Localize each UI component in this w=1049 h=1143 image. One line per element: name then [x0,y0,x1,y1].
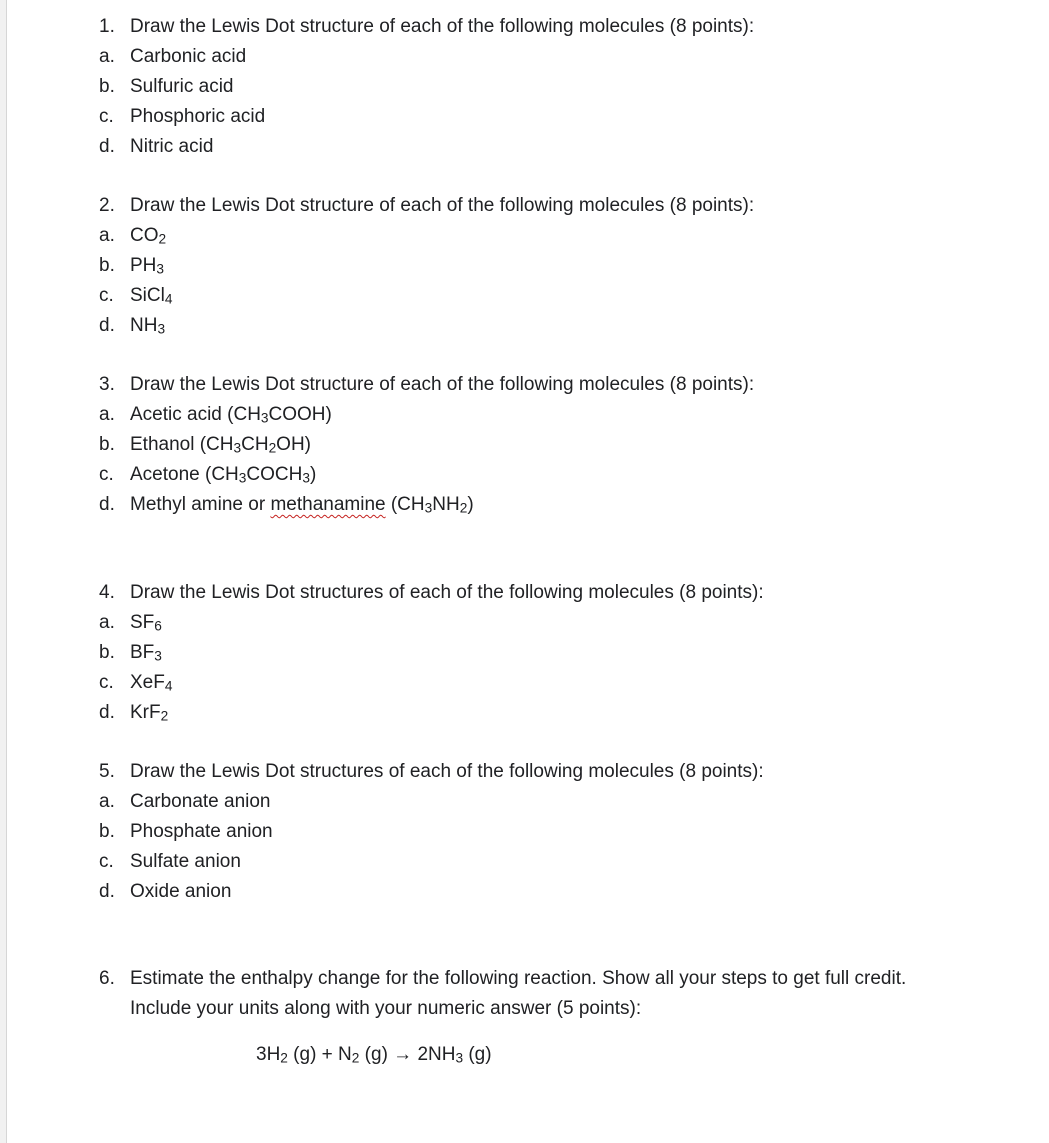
list-item [0,877,1049,907]
question-number: 2. [99,195,115,216]
question-number: 5. [99,761,115,782]
item-formula: $SF_6$ [130,612,162,634]
question-number: 3. [99,374,115,395]
item-text: Oxide anion [130,881,232,902]
item-letter: a. [99,46,115,67]
item-formula: Methyl amine or methanamine $(CH_3NH_2)$ [130,494,474,516]
item-formula: Ethanol $(CH_3CH_2OH)$ [130,434,311,456]
item-letter: b. [99,434,115,455]
item-text: Carbonic acid [130,46,247,67]
list-item [0,221,1049,251]
list-item [0,430,1049,460]
item-letter: c. [99,672,114,693]
item-letter: c. [99,464,114,485]
list-item [0,787,1049,817]
item-formula: Acetic acid $(CH_3COOH)$ [130,404,332,426]
question-prompt-continued: Include your units along with your numeric answer (5 points): [130,998,642,1019]
item-formula: $BF_3$ [130,642,162,664]
question-prompt: Estimate the enthalpy change for the following reaction. Show all your steps to get full credit. [130,968,907,989]
list-item [0,281,1049,311]
item-letter: b. [99,821,115,842]
question-5-prompt-line [0,757,1049,787]
item-formula: KrF$_2$ [130,702,169,724]
question-3 [0,370,1049,520]
item-letter: c. [99,106,114,127]
item-letter: d. [99,494,115,515]
item-formula: SiCl$_4$ [130,285,173,307]
list-item [0,460,1049,490]
question-number: 1. [99,16,115,37]
item-letter: d. [99,702,115,723]
question-3-prompt-line [0,370,1049,400]
question-4 [0,578,1049,728]
list-item [0,817,1049,847]
item-letter: a. [99,404,115,425]
reaction-equation: $3H_2$ $(g) + N_2$ $(g) \to 2NH_3$ (g) [256,1044,492,1066]
item-formula: XeF$_4$ [130,672,173,694]
question-1 [0,12,1049,162]
list-item [0,311,1049,341]
list-item [0,102,1049,132]
question-6-prompt-line [0,964,1049,994]
list-item [0,638,1049,668]
item-letter: c. [99,851,114,872]
item-letter: b. [99,642,115,663]
item-letter: b. [99,255,115,276]
question-prompt: Draw the Lewis Dot structures of each of the following molecules (8 points): [130,582,764,603]
list-item [0,698,1049,728]
question-prompt: Draw the Lewis Dot structure of each of the following molecules (8 points): [130,374,755,395]
item-letter: c. [99,285,114,306]
question-prompt: Draw the Lewis Dot structure of each of the following molecules (8 points): [130,195,755,216]
item-formula: $CO_2$ [130,225,167,247]
question-prompt: Draw the Lewis Dot structures of each of the following molecules (8 points): [130,761,764,782]
item-letter: b. [99,76,115,97]
item-text: Sulfate anion [130,851,241,872]
list-item [0,490,1049,520]
item-formula: $NH_3$ [130,315,166,337]
question-prompt: Draw the Lewis Dot structure of each of the following molecules (8 points): [130,16,755,37]
question-5 [0,757,1049,907]
item-letter: a. [99,612,115,633]
question-2 [0,191,1049,341]
item-formula: $PH_3$ [130,255,165,277]
list-item [0,668,1049,698]
list-item [0,132,1049,162]
item-formula: Acetone $(CH_3COCH_3)$ [130,464,317,486]
list-item [0,42,1049,72]
question-4-prompt-line [0,578,1049,608]
list-item [0,608,1049,638]
item-letter: d. [99,136,115,157]
item-letter: d. [99,315,115,336]
question-1-prompt-line [0,12,1049,42]
list-item [0,72,1049,102]
item-text: Phosphate anion [130,821,273,842]
question-2-prompt-line [0,191,1049,221]
item-letter: a. [99,791,115,812]
question-6 [0,964,1049,1024]
item-text: Sulfuric acid [130,76,234,97]
item-letter: d. [99,881,115,902]
item-text: Phosphoric acid [130,106,266,127]
question-number: 6. [99,968,115,989]
item-letter: a. [99,225,115,246]
question-number: 4. [99,582,115,603]
question-6-prompt-continued-line [0,994,1049,1024]
list-item [0,400,1049,430]
list-item [0,847,1049,877]
item-text: Nitric acid [130,136,214,157]
item-text: Carbonate anion [130,791,271,812]
list-item [0,251,1049,281]
